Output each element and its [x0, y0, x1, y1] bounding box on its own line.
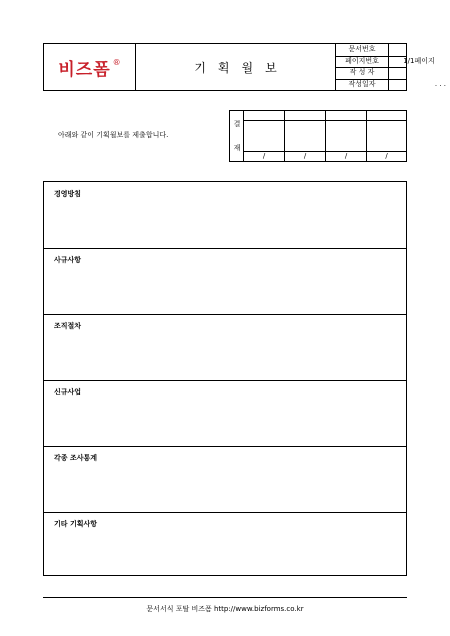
document-title-cell — [136, 44, 336, 90]
approval-column-header — [367, 111, 406, 121]
approval-column[interactable] — [244, 111, 285, 161]
page-number-value: 1/1페이지 — [403, 56, 435, 65]
approval-column-header — [326, 111, 366, 121]
report-form — [43, 181, 407, 576]
approval-side-top: 결 — [233, 120, 241, 128]
section-management-policy[interactable] — [44, 182, 406, 249]
footer-text: 문서서식 포탈 비즈폼 http://www.bizforms.co.kr — [146, 605, 304, 613]
info-values-area — [388, 44, 406, 90]
section-label: 기타 기획사항 — [54, 520, 98, 528]
section-label: 조직절차 — [54, 322, 82, 330]
date-field[interactable]: . . . — [434, 79, 446, 88]
section-new-business[interactable] — [44, 380, 406, 447]
footer-divider — [43, 597, 407, 598]
document-header — [43, 43, 446, 91]
logo — [44, 44, 136, 90]
approval-date: / — [244, 151, 284, 161]
info-label: 작성일자 — [336, 79, 389, 91]
approval-column[interactable] — [285, 111, 326, 161]
approval-side-label — [230, 111, 244, 161]
info-label: 작 성 자 — [336, 67, 389, 79]
section-label: 경영방침 — [54, 190, 82, 198]
document-title: 기획월보 — [194, 60, 289, 75]
section-label: 신규사업 — [54, 388, 82, 396]
section-company-rules[interactable] — [44, 248, 406, 315]
approval-column-header — [244, 111, 284, 121]
section-label: 사규사항 — [54, 256, 82, 264]
approval-column[interactable] — [367, 111, 406, 161]
section-organization-procedure[interactable] — [44, 314, 406, 381]
section-label: 각종 조사통계 — [54, 454, 98, 462]
info-label: 페이지번호 — [336, 56, 389, 68]
intro-text: 아래와 같이 기획월보를 제출합니다. — [58, 131, 169, 139]
approval-side-bottom: 재 — [233, 144, 241, 152]
approval-table — [229, 110, 407, 162]
approval-column[interactable] — [326, 111, 367, 161]
info-label: 문서번호 — [336, 44, 389, 56]
registered-mark: ® — [112, 57, 121, 67]
approval-date: / — [285, 151, 325, 161]
approval-date: / — [326, 151, 366, 161]
logo-text: 비즈폼 — [58, 59, 111, 80]
section-other-planning[interactable] — [44, 512, 406, 575]
section-survey-statistics[interactable] — [44, 446, 406, 513]
approval-date: / — [367, 151, 406, 161]
approval-column-header — [285, 111, 325, 121]
